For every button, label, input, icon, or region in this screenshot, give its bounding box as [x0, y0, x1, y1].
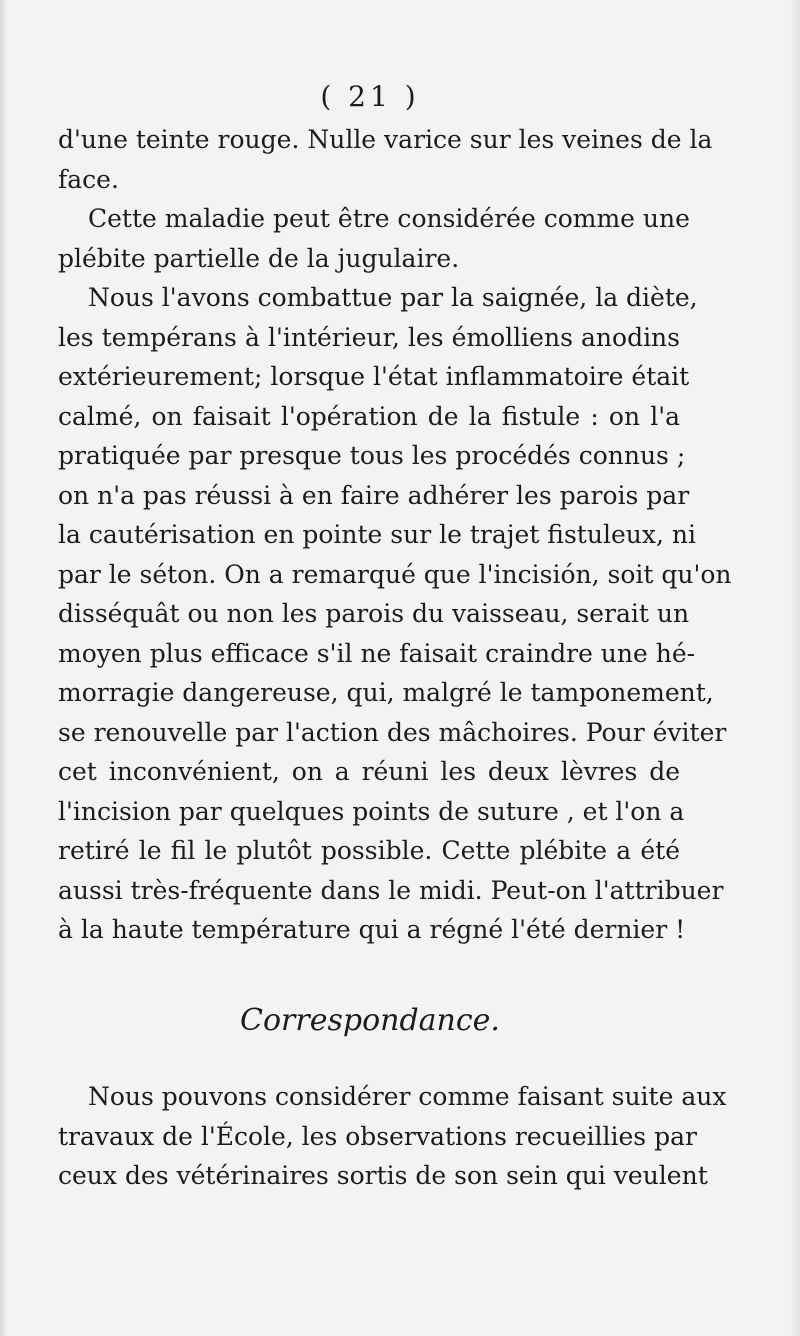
- text-line: face.: [58, 164, 119, 194]
- text-line: calmé, on faisait l'opération de la fistule : on l'a: [58, 401, 680, 431]
- text-line: disséquât ou non les parois du vaisseau, serait un: [58, 599, 690, 628]
- text-line: retiré le fil le plutôt possible. Cette plébite a été: [58, 836, 680, 865]
- page-edge-right: [790, 0, 800, 1336]
- text-line: l'incision par quelques points de suture , et l'on a: [58, 796, 685, 826]
- body-text: [58, 120, 732, 950]
- text-line: à la haute température qui a régné l'été dernier !: [58, 915, 686, 944]
- text-line: la cautérisation en pointe sur le trajet fistuleux, ni: [58, 520, 696, 549]
- text-line: les tempérans à l'intérieur, les émolliens anodins: [58, 322, 680, 352]
- text-line: Nous l'avons combattue par la saignée, la diète,: [88, 283, 698, 312]
- text-line: travaux de l'École, les observations recueillies par: [58, 1121, 697, 1151]
- text-line: ceux des vétérinaires sortis de son sein qui veulent: [58, 1161, 708, 1190]
- text-line: extérieurement; lorsque l'état inflammatoire était: [58, 362, 690, 391]
- text-line: pratiquée par presque tous les procédés connus ;: [58, 441, 686, 470]
- text-line: moyen plus efficace s'il ne faisait craindre une hé-: [58, 638, 696, 668]
- text-line: on n'a pas réussi à en faire adhérer les parois par: [58, 480, 690, 510]
- text-line: morragie dangereuse, qui, malgré le tamponement,: [58, 678, 714, 707]
- page-edge-left: [0, 0, 8, 1336]
- section-heading: Correspondance.: [240, 1003, 500, 1038]
- closing-paragraph: [58, 1077, 727, 1196]
- text-line: par le séton. On a remarqué que l'incisión, soit qu'on: [58, 559, 732, 589]
- text-line: plébite partielle de la jugulaire.: [58, 243, 460, 273]
- text-line: Cette maladie peut être considérée comme une: [88, 204, 690, 233]
- text-line: d'une teinte rouge. Nulle varice sur les veines de la: [58, 125, 713, 154]
- text-line: aussi très-fréquente dans le midi. Peut-on l'attribuer: [58, 875, 724, 905]
- text-line: Nous pouvons considérer comme faisant suite aux: [88, 1082, 727, 1111]
- text-line: se renouvelle par l'action des mâchoires. Pour éviter: [58, 717, 727, 747]
- text-line: cet inconvénient, on a réuni les deux lèvres de: [58, 757, 680, 786]
- page-number: ( 21 ): [320, 80, 420, 113]
